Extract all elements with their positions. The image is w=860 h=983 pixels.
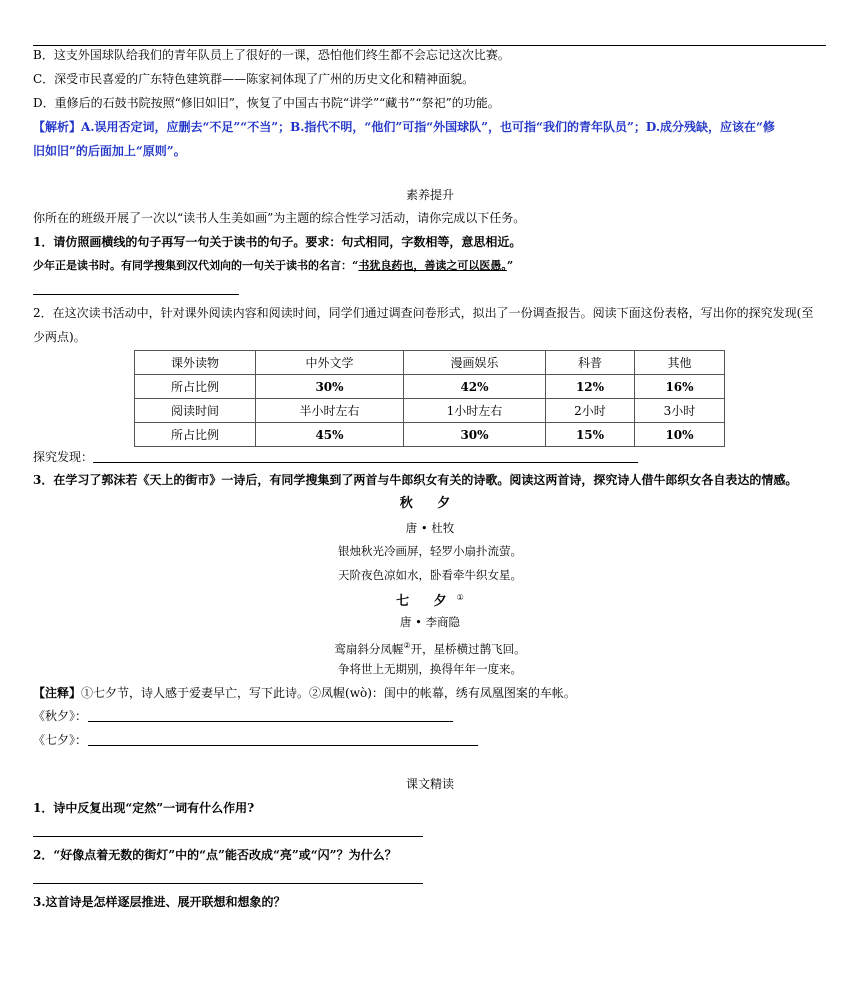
section-heading-literacy: 素养提升 bbox=[405, 188, 454, 202]
answer-label-qixi: 《七夕》： bbox=[33, 733, 88, 747]
poem-1-author: 唐 • 杜牧 bbox=[405, 521, 455, 535]
table-cell: 1小时左右 bbox=[404, 399, 546, 423]
table-cell: 2小时 bbox=[546, 399, 635, 423]
analysis-line-1 bbox=[33, 119, 775, 135]
poem-2-line-1-note: ② bbox=[403, 641, 411, 650]
answer-blank-reading-2[interactable] bbox=[33, 883, 423, 884]
table-cell: 45% bbox=[256, 423, 404, 447]
table-cell: 课外读物 bbox=[135, 351, 256, 375]
poem-2-title-row bbox=[0, 590, 860, 610]
question-1-sentence bbox=[33, 258, 513, 274]
table-cell: 15% bbox=[546, 423, 635, 447]
reading-question-2: 2．“好像点着无数的街灯”中的“点”能否改成“亮”或“闪”？为什么？ bbox=[33, 848, 397, 862]
survey-table bbox=[134, 350, 725, 447]
question-2-line-1: 2．在这次读书活动中，针对课外阅读内容和阅读时间，同学们通过调查问卷形式，拟出了一份调查报告。阅读下面这份表格，写出你的探究发现(至 bbox=[33, 306, 814, 320]
table-cell: 半小时左右 bbox=[256, 399, 404, 423]
table-cell: 30% bbox=[404, 423, 546, 447]
reading-question-3: 3.这首诗是怎样逐层推进、展开联想和想象的？ bbox=[33, 895, 286, 909]
option-b: B．这支外国球队给我们的青年队员上了很好的一课，恐怕他们终生都不会忘记这次比赛。 bbox=[33, 48, 510, 62]
table-cell: 16% bbox=[635, 375, 725, 399]
table-cell: 12% bbox=[546, 375, 635, 399]
table-row bbox=[135, 375, 725, 399]
question-1: 1．请仿照画横线的句子再写一句关于读书的句子。要求：句式相同，字数相等，意思相近。 bbox=[33, 235, 522, 249]
poem-2-author: 唐 • 李商隐 bbox=[399, 615, 461, 629]
table-cell: 漫画娱乐 bbox=[404, 351, 546, 375]
table-cell: 所占比例 bbox=[135, 375, 256, 399]
table-cell: 所占比例 bbox=[135, 423, 256, 447]
sentence-part-a: 少年正是读书时。有同学搜集到汉代刘向的一句关于读书的名言：“ bbox=[33, 259, 359, 272]
table-row bbox=[135, 423, 725, 447]
annotation bbox=[33, 685, 576, 701]
poem-1-line-2: 天阶夜色凉如水，卧看牵牛织女星。 bbox=[338, 568, 522, 582]
question-2-line-2: 少两点)。 bbox=[33, 330, 86, 344]
option-c: C．深受市民喜爱的广东特色建筑群——陈家祠体现了广州的历史文化和精神面貌。 bbox=[33, 72, 475, 86]
table-cell: 42% bbox=[404, 375, 546, 399]
poem-2-line-1-b: 开，星桥横过鹊飞回。 bbox=[410, 641, 526, 656]
table-cell: 其他 bbox=[635, 351, 725, 375]
poem-1-title: 秋 夕 bbox=[399, 496, 461, 511]
analysis-label: 【解析】 bbox=[33, 120, 82, 134]
table-cell: 30% bbox=[256, 375, 404, 399]
question-3: 3．在学习了郭沫若《天上的街市》一诗后，有同学搜集到了两首与牛郎织女有关的诗歌。阅读这两首诗，探究诗人借牛郎织女各自表达的情感。 bbox=[33, 473, 798, 487]
table-row bbox=[135, 351, 725, 375]
underlined-quote: 书犹良药也，善读之可以医愚。 bbox=[358, 259, 507, 272]
top-rule bbox=[33, 45, 826, 46]
table-cell: 科普 bbox=[546, 351, 635, 375]
analysis-line-2: 旧如旧”的后面加上“原则”。 bbox=[33, 144, 186, 158]
poem-1-line-1: 银烛秋光冷画屏，轻罗小扇扑流萤。 bbox=[338, 544, 522, 558]
table-cell: 阅读时间 bbox=[135, 399, 256, 423]
table-cell: 10% bbox=[635, 423, 725, 447]
poem-2-title-note: ① bbox=[456, 593, 464, 602]
sentence-part-c: ” bbox=[506, 259, 514, 272]
answer-blank-reading-1[interactable] bbox=[33, 836, 423, 837]
answer-blank-q1[interactable] bbox=[33, 294, 239, 295]
option-d: D．重修后的石鼓书院按照“修旧如旧”，恢复了中国古书院“讲学”“藏书”“祭祀”的功能。 bbox=[33, 96, 500, 110]
annotation-label: 【注释】 bbox=[33, 686, 82, 700]
table-row bbox=[135, 399, 725, 423]
poem-2-line-1 bbox=[0, 638, 860, 657]
findings-label: 探究发现： bbox=[33, 450, 94, 464]
activity-intro: 你所在的班级开展了一次以“读书人生美如画”为主题的综合性学习活动，请你完成以下任务。 bbox=[33, 211, 526, 225]
analysis-text: A.误用否定词，应删去“不足”“不当”；B.指代不明，“他们”可指“外国球队”，也可指“我们的青年队员”；D.成分残缺，应该在“修 bbox=[81, 120, 775, 134]
section-heading-close-reading: 课文精读 bbox=[405, 777, 454, 791]
annotation-text: ①七夕节，诗人感于爱妻早亡，写下此诗。②凤幄(wò)：闺中的帐幕，绣有凤凰图案的车帐。 bbox=[81, 686, 576, 700]
answer-blank-qiuxi[interactable] bbox=[88, 721, 453, 722]
table-cell: 3小时 bbox=[635, 399, 725, 423]
answer-label-qiuxi: 《秋夕》： bbox=[33, 709, 88, 723]
poem-2-title: 七 夕 bbox=[396, 594, 457, 609]
poem-2-line-2: 争将世上无期别，换得年年一度来。 bbox=[338, 662, 522, 676]
table-cell: 中外文学 bbox=[256, 351, 404, 375]
answer-blank-qixi[interactable] bbox=[88, 745, 478, 746]
poem-2-line-1-a: 鸾扇斜分凤幄 bbox=[334, 641, 404, 656]
reading-question-1: 1．诗中反复出现“定然”一词有什么作用? bbox=[33, 801, 255, 815]
findings-blank[interactable] bbox=[93, 462, 638, 463]
